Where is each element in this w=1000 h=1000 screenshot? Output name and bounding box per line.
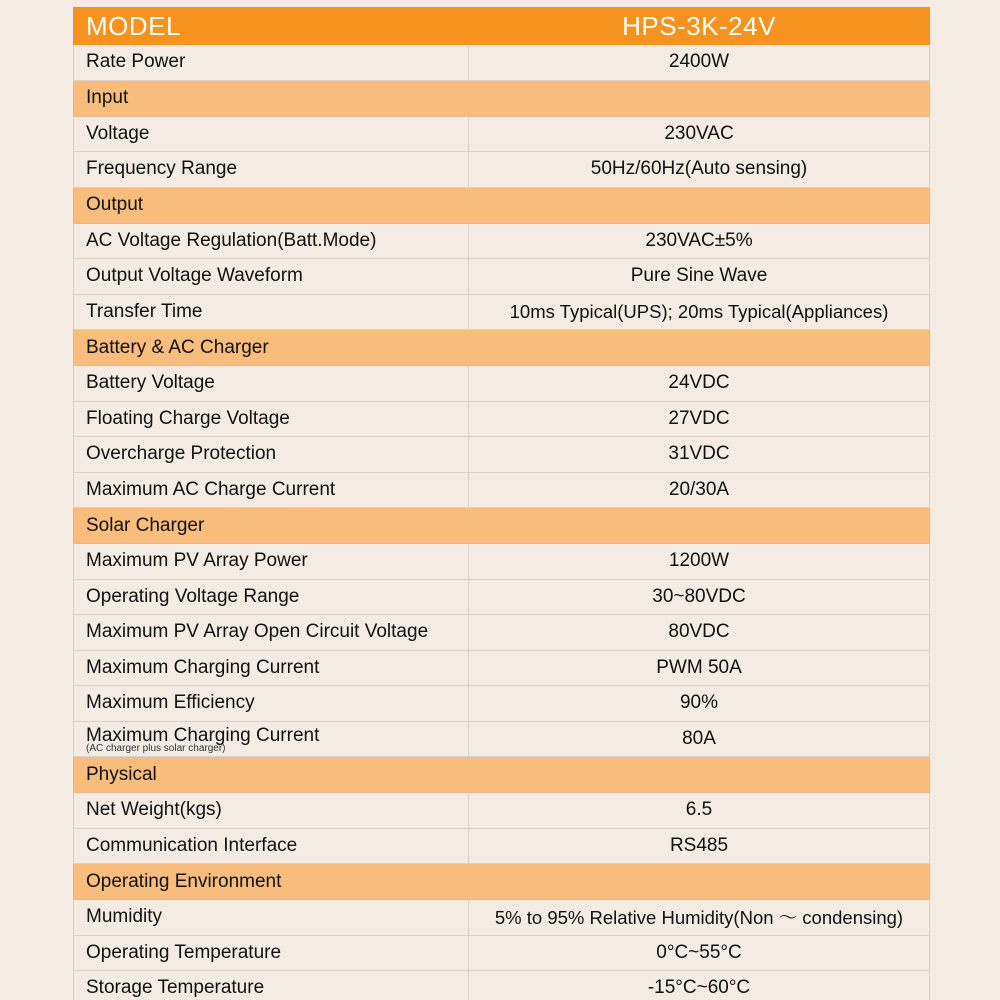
spec-row: [74, 294, 930, 330]
section-header-output: [74, 187, 930, 223]
spec-value: 80VDC: [469, 615, 930, 651]
section-title: Operating Environment: [74, 864, 930, 900]
section-title: Input: [74, 80, 930, 116]
spec-value: 20/30A: [469, 472, 930, 508]
section-header-physical: [74, 757, 930, 793]
spec-value: Pure Sine Wave: [469, 259, 930, 295]
spec-value: 2400W: [469, 45, 930, 81]
spec-value: 10ms Typical(UPS); 20ms Typical(Appliances): [469, 294, 930, 330]
spec-value: 80A: [469, 721, 930, 757]
spec-row: [74, 971, 930, 1000]
spec-label: Maximum Charging Current: [86, 724, 320, 746]
spec-value: PWM 50A: [469, 650, 930, 686]
spec-label: Storage Temperature: [74, 971, 469, 1000]
spec-row: [74, 223, 930, 259]
spec-label: Maximum Efficiency: [74, 686, 469, 722]
section-header-input: [74, 80, 930, 116]
spec-row: [74, 900, 930, 936]
spec-row: [74, 45, 930, 81]
spec-label: Maximum PV Array Open Circuit Voltage: [74, 615, 469, 651]
spec-value: 1200W: [469, 544, 930, 580]
spec-label: Maximum Charging Current: [74, 650, 469, 686]
spec-label: Net Weight(kgs): [74, 793, 469, 829]
spec-value: 5% to 95% Relative Humidity(Non ～ condensing): [469, 900, 930, 936]
section-header-environment: [74, 864, 930, 900]
spec-value: 31VDC: [469, 437, 930, 473]
spec-value: 27VDC: [469, 401, 930, 437]
spec-label: Voltage: [74, 116, 469, 152]
spec-label: Overcharge Protection: [74, 437, 469, 473]
section-title: Solar Charger: [74, 508, 930, 544]
section-title: Physical: [74, 757, 930, 793]
section-header-solar: [74, 508, 930, 544]
spec-label: Communication Interface: [74, 828, 469, 864]
spec-label: Maximum AC Charge Current: [74, 472, 469, 508]
spec-label: Transfer Time: [74, 294, 469, 330]
spec-row: [74, 686, 930, 722]
spec-label: Floating Charge Voltage: [74, 401, 469, 437]
spec-label: Frequency Range: [74, 152, 469, 188]
spec-row: [74, 116, 930, 152]
spec-row: [74, 828, 930, 864]
section-title: Output: [74, 187, 930, 223]
spec-value: 90%: [469, 686, 930, 722]
spec-value: 0°C~55°C: [469, 935, 930, 971]
spec-value: -15°C~60°C: [469, 971, 930, 1000]
spec-value: 50Hz/60Hz(Auto sensing): [469, 152, 930, 188]
spec-table: [73, 7, 930, 1000]
model-value: HPS-3K-24V: [469, 8, 930, 45]
spec-row: [74, 721, 930, 757]
spec-row: [74, 366, 930, 402]
spec-row: [74, 472, 930, 508]
spec-row: [74, 935, 930, 971]
spec-row: [74, 579, 930, 615]
section-title: Battery & AC Charger: [74, 330, 930, 366]
spec-row: [74, 544, 930, 580]
spec-row: [74, 615, 930, 651]
spec-value: 230VAC±5%: [469, 223, 930, 259]
spec-row: [74, 259, 930, 295]
spec-label: Maximum PV Array Power: [74, 544, 469, 580]
spec-label-note: (AC charger plus solar charger): [86, 742, 226, 754]
spec-row: [74, 401, 930, 437]
spec-label: Operating Voltage Range: [74, 579, 469, 615]
spec-value: 230VAC: [469, 116, 930, 152]
spec-row: [74, 437, 930, 473]
spec-value: RS485: [469, 828, 930, 864]
spec-label: Battery Voltage: [74, 366, 469, 402]
spec-label-cell: [74, 721, 469, 757]
spec-value: 30~80VDC: [469, 579, 930, 615]
model-label: MODEL: [74, 8, 469, 45]
spec-label: Output Voltage Waveform: [74, 259, 469, 295]
spec-value: 24VDC: [469, 366, 930, 402]
spec-row: [74, 793, 930, 829]
spec-label: Rate Power: [74, 45, 469, 81]
spec-label: AC Voltage Regulation(Batt.Mode): [74, 223, 469, 259]
section-header-battery: [74, 330, 930, 366]
spec-row: [74, 650, 930, 686]
spec-row: [74, 152, 930, 188]
spec-value: 6.5: [469, 793, 930, 829]
model-header-row: [74, 8, 930, 45]
spec-label: Operating Temperature: [74, 935, 469, 971]
spec-label: Mumidity: [74, 900, 469, 936]
